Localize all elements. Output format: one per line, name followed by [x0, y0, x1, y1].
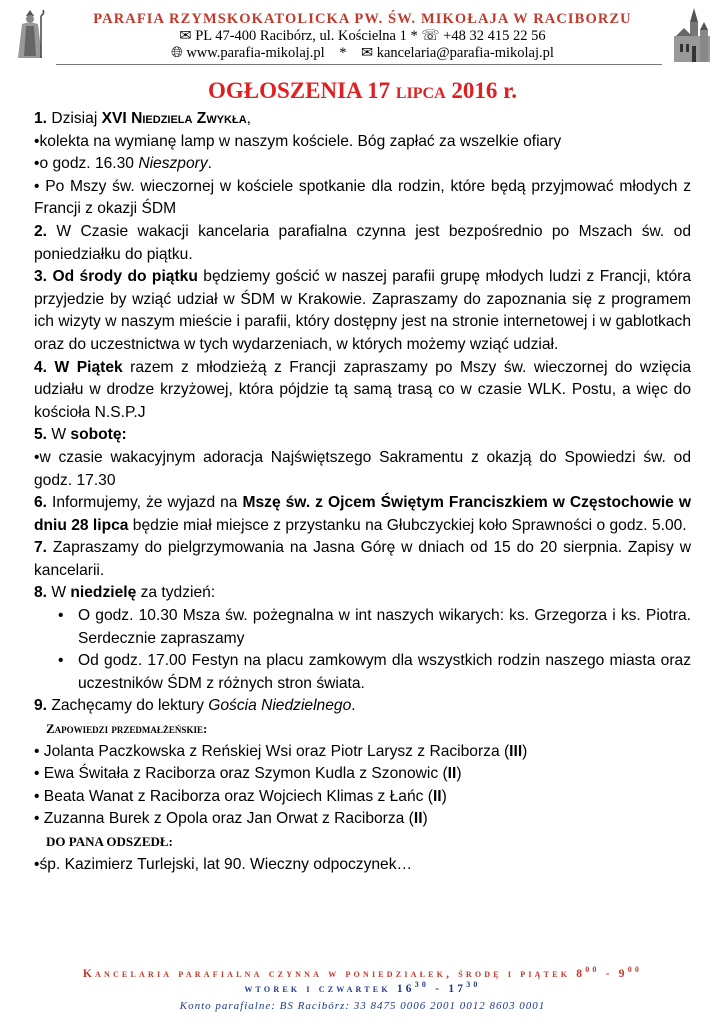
item-5: 5. W sobotę:: [34, 426, 127, 444]
globe-icon: 🌐︎: [171, 45, 187, 61]
deceased-entry: •śp. Kazimierz Turlejski, lat 90. Wieczny odpoczynek…: [34, 855, 413, 873]
page-title: OGŁOSZENIA 17 lipca 2016 r.: [207, 78, 518, 103]
header-divider: [56, 64, 662, 65]
item-1-bullet-2: •o godz. 16.30 Nieszpory.: [34, 155, 212, 173]
email-link[interactable]: kancelaria@parafia-mikolaj.pl: [376, 45, 554, 61]
item-1-bullet-1: •kolekta na wymianę lamp w naszym kościele. Bóg zapłać za wszelkie ofiary: [34, 132, 562, 150]
banns-entry: • Beata Wanat z Raciborza oraz Wojciech Klimas z Łańc (II): [34, 787, 447, 805]
item-1: 1. Dzisiaj XVI Niedziela Zwykła,: [34, 110, 251, 127]
item-8-bullet-2: • Od godz. 17.00 Festyn na placu zamkowym dla wszystkich rodzin naszego miasta oraz uczestników ŚDM z różnych stron świata.: [34, 650, 691, 695]
item-5-bullet-1: •w czasie wakacyjnym adoracja Najświętszego Sakramentu z okazją do Spowiedzi św. od godz. 17.30: [34, 448, 691, 489]
item-2: 2. W Czasie wakacji kancelaria parafialna czynna jest bezpośrednio po Mszach św. od poniedziałku do piątku.: [34, 222, 691, 263]
parish-name: PARAFIA RZYMSKOKATOLICKA PW. ŚW. MIKOŁAJA W RACIBORZU: [93, 11, 632, 27]
address-text: PL 47-400 Racibórz, ul. Kościelna 1 *: [195, 28, 418, 44]
item-9: 9. Zachęcamy do lektury Gościa Niedzielnego.: [34, 697, 356, 715]
office-hours-line1: Kancelaria parafialna czynna w poniedziałek, środę i piątek $8^{00} - 9^{00}$: [82, 965, 643, 980]
fax-icon: ✉: [179, 28, 196, 44]
phone-icon: ☏: [421, 28, 444, 44]
item-8-list: [34, 605, 691, 695]
mail-icon: ✉: [360, 45, 377, 61]
announcements-body: [34, 108, 691, 876]
item-1-bullet-3: • Po Mszy św. wieczornej w kościele spotkanie dla rodzin, które będą przyjmować młodych z Francji z okazji ŚDM: [34, 177, 691, 218]
separator: *: [339, 45, 347, 61]
deceased-heading: DO PANA ODSZEDŁ:: [46, 834, 173, 849]
bank-account: Konto parafialne: BS Racibórz: 33 8475 0006 2001 0012 8603 0001: [179, 1000, 546, 1012]
contact-line-address: [0, 28, 725, 45]
item-7: 7. Zapraszamy do pielgrzymowania na Jasna Górę w dniach od 15 do 20 sierpnia. Zapisy w kancelarii.: [34, 539, 691, 579]
item-8: 8. W niedzielę za tydzień:: [34, 584, 216, 602]
banns-entry: • Jolanta Paczkowska z Reńskiej Wsi oraz Piotr Larysz z Raciborza (III): [34, 742, 528, 760]
banns-entry: • Zuzanna Burek z Opola oraz Jan Orwat z Raciborza (II): [34, 810, 428, 828]
office-hours-line2: wtorek i czwartek $16^{30} - 17^{30}$: [244, 980, 481, 995]
banns-heading: Zapowiedzi przedmałżeńskie:: [46, 721, 208, 737]
item-6: 6. Informujemy, że wyjazd na Mszę św. z Ojcem Świętym Franciszkiem w Częstochowie w dniu 28 lipca będzie miał miejsce z przystanku na Głubczyckiej koło Sprawności o godz. 5.00.: [34, 494, 691, 534]
phone-text: +48 32 415 22 56: [443, 28, 546, 44]
website-link[interactable]: www.parafia-mikolaj.pl: [186, 45, 325, 61]
item-8-bullet-1: • O godz. 10.30 Msza św. pożegnalna w int naszych wikarych: ks. Grzegorza i ks. Piotra. Serdecznie zapraszamy: [34, 605, 691, 650]
item-4: 4. W Piątek razem z młodzieżą z Francji zapraszamy po Mszy św. wieczornej do wzięcia udziału w drodze krzyżowej, która pójdzie tą samą trasą co w czasie WLK. Postu, a więc do kościoła N.S.P.J: [34, 358, 691, 421]
item-3: 3. Od środy do piątku będziemy gościć w naszej parafii grupę młodych ludzi z Francji, która przyjedzie by wziąć udział w ŚDM w Krakowie. Zapraszamy do zapoznania się z programem ich wizyty w naszym mieście i parafii, który dostępny jest na stronie internetowej i w gablotkach oraz do uczestnictwa w tych wydarzeniach, w których możemy wziąć udział.: [34, 268, 691, 353]
contact-line-web: [0, 45, 725, 62]
banns-entry: • Ewa Świtała z Raciborza oraz Szymon Kudla z Szonowic (II): [34, 765, 462, 783]
